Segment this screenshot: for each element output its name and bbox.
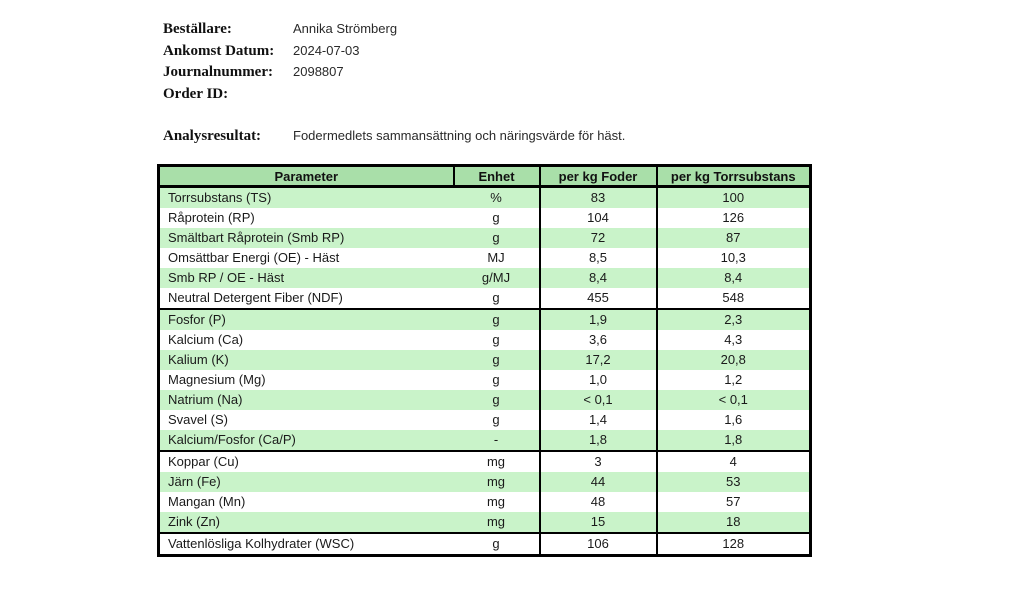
- per-kg-foder-cell: 1,0: [540, 370, 657, 390]
- per-kg-foder-cell: < 0,1: [540, 390, 657, 410]
- parameter-cell: Svavel (S): [168, 412, 228, 427]
- per-kg-foder-cell: 3: [540, 451, 657, 472]
- enhet-column-header: Enhet: [454, 166, 540, 187]
- table-row: [159, 208, 811, 228]
- unit-cell: g/MJ: [454, 268, 540, 288]
- table-row: [159, 187, 811, 209]
- journalnummer-value: 2098807: [293, 64, 344, 79]
- per-kg-torrsubstans-column-header: per kg Torrsubstans: [657, 166, 811, 187]
- per-kg-torrsubstans-cell: 1,6: [724, 412, 743, 427]
- table-row: [159, 492, 811, 512]
- unit-cell: g: [454, 370, 540, 390]
- info-row-journalnummer: [163, 64, 397, 86]
- per-kg-foder-column-header: per kg Foder: [540, 166, 657, 187]
- parameter-cell: Zink (Zn): [159, 512, 454, 533]
- per-kg-torrsubstans-cell: 128: [722, 536, 745, 551]
- per-kg-torrsubstans-cell: < 0,1: [657, 390, 811, 410]
- table-row: [159, 410, 811, 430]
- per-kg-torrsubstans-cell: 8,4: [657, 268, 811, 288]
- per-kg-torrsubstans-cell: 1,2: [724, 372, 743, 387]
- parameter-column-header: Parameter: [159, 166, 454, 187]
- parameter-cell: Smältbart Råprotein (Smb RP): [159, 228, 454, 248]
- parameter-cell: Kalium (K): [159, 350, 454, 370]
- parameter-cell: Kalcium/Fosfor (Ca/P): [159, 430, 454, 451]
- per-kg-torrsubstans-cell: 87: [657, 228, 811, 248]
- unit-cell: -: [454, 430, 540, 451]
- per-kg-foder-cell: 1,8: [540, 430, 657, 451]
- table-row: [159, 309, 811, 330]
- table-row: [159, 533, 811, 556]
- parameter-cell: Natrium (Na): [159, 390, 454, 410]
- per-kg-foder-cell: 3,6: [540, 330, 657, 350]
- analysresultat-label: Analysresultat:: [163, 128, 262, 144]
- per-kg-torrsubstans-cell: 100: [657, 187, 811, 209]
- parameter-cell: Koppar (Cu): [168, 454, 239, 469]
- unit-cell: g: [454, 309, 540, 330]
- unit-cell: g: [454, 330, 540, 350]
- table-row: [159, 430, 811, 451]
- per-kg-foder-cell: 48: [540, 492, 657, 512]
- table-row: [159, 390, 811, 410]
- ankomst-datum-label: Ankomst Datum:: [163, 42, 275, 59]
- unit-cell: g: [454, 533, 540, 556]
- per-kg-torrsubstans-cell: 1,8: [657, 430, 811, 451]
- table-row: [159, 370, 811, 390]
- unit-cell: g: [454, 288, 540, 309]
- parameter-cell: Råprotein (RP): [168, 210, 255, 225]
- unit-cell: MJ: [454, 248, 540, 268]
- per-kg-torrsubstans-cell: 10,3: [720, 250, 746, 265]
- per-kg-torrsubstans-cell: 126: [722, 210, 745, 225]
- info-row-ankomst-datum: [163, 43, 397, 65]
- unit-cell: g: [454, 390, 540, 410]
- unit-cell: mg: [454, 451, 540, 472]
- parameter-cell: Magnesium (Mg): [168, 372, 266, 387]
- per-kg-foder-cell: 106: [540, 533, 657, 556]
- per-kg-foder-cell: 83: [540, 187, 657, 209]
- parameter-cell: Fosfor (P): [159, 309, 454, 330]
- table-row: [159, 248, 811, 268]
- analysis-table-head: [159, 166, 811, 187]
- table-row: [159, 512, 811, 533]
- bestallare-label: Beställare:: [163, 21, 232, 37]
- unit-cell: mg: [454, 492, 540, 512]
- table-row: [159, 451, 811, 472]
- per-kg-torrsubstans-cell: 4: [729, 454, 737, 469]
- parameter-cell: Järn (Fe): [159, 472, 454, 492]
- parameter-cell: Torrsubstans (TS): [159, 187, 454, 209]
- per-kg-foder-cell: 1,4: [540, 410, 657, 430]
- table-row: [159, 288, 811, 309]
- unit-cell: %: [454, 187, 540, 209]
- per-kg-foder-cell: 1,9: [540, 309, 657, 330]
- per-kg-foder-cell: 15: [540, 512, 657, 533]
- table-row: [159, 228, 811, 248]
- unit-cell: g: [454, 410, 540, 430]
- per-kg-foder-cell: 8,4: [540, 268, 657, 288]
- parameter-cell: Omsättbar Energi (OE) - Häst: [168, 250, 340, 265]
- analysis-heading-block: [163, 128, 625, 145]
- unit-cell: g: [454, 350, 540, 370]
- bestallare-value: Annika Strömberg: [293, 21, 398, 36]
- analysresultat-description: Fodermedlets sammansättning och näringsvärde för häst.: [293, 128, 626, 143]
- per-kg-foder-cell: 455: [540, 288, 657, 309]
- per-kg-foder-cell: 17,2: [540, 350, 657, 370]
- per-kg-torrsubstans-cell: 4,3: [724, 332, 743, 347]
- parameter-cell: Mangan (Mn): [168, 494, 246, 509]
- per-kg-torrsubstans-cell: 2,3: [657, 309, 811, 330]
- unit-cell: g: [454, 228, 540, 248]
- per-kg-foder-cell: 104: [540, 208, 657, 228]
- per-kg-torrsubstans-cell: 53: [657, 472, 811, 492]
- unit-cell: mg: [454, 472, 540, 492]
- table-row: [159, 330, 811, 350]
- info-row-order-id: [163, 86, 397, 108]
- order-info-block: [163, 21, 397, 107]
- parameter-cell: Vattenlösliga Kolhydrater (WSC): [168, 536, 355, 551]
- ankomst-datum-value: 2024-07-03: [293, 42, 360, 58]
- header-row: [159, 166, 811, 187]
- parameter-cell: Smb RP / OE - Häst: [159, 268, 454, 288]
- parameter-cell: Neutral Detergent Fiber (NDF): [159, 288, 454, 309]
- per-kg-torrsubstans-cell: 57: [726, 494, 741, 509]
- unit-cell: mg: [454, 512, 540, 533]
- per-kg-torrsubstans-cell: 548: [657, 288, 811, 309]
- table-row: [159, 268, 811, 288]
- analysis-table-wrap: [157, 164, 812, 557]
- table-row: [159, 472, 811, 492]
- unit-cell: g: [454, 208, 540, 228]
- per-kg-torrsubstans-cell: 18: [657, 512, 811, 533]
- journalnummer-label: Journalnummer:: [163, 64, 273, 80]
- order-id-label: Order ID:: [163, 85, 229, 102]
- per-kg-foder-cell: 44: [540, 472, 657, 492]
- per-kg-torrsubstans-cell: 20,8: [657, 350, 811, 370]
- info-row-bestallare: [163, 21, 397, 43]
- table-row: [159, 350, 811, 370]
- analysis-table: [157, 164, 812, 557]
- analysis-table-body: [159, 187, 811, 556]
- per-kg-foder-cell: 8,5: [540, 248, 657, 268]
- parameter-cell: Kalcium (Ca): [168, 332, 244, 347]
- per-kg-foder-cell: 72: [540, 228, 657, 248]
